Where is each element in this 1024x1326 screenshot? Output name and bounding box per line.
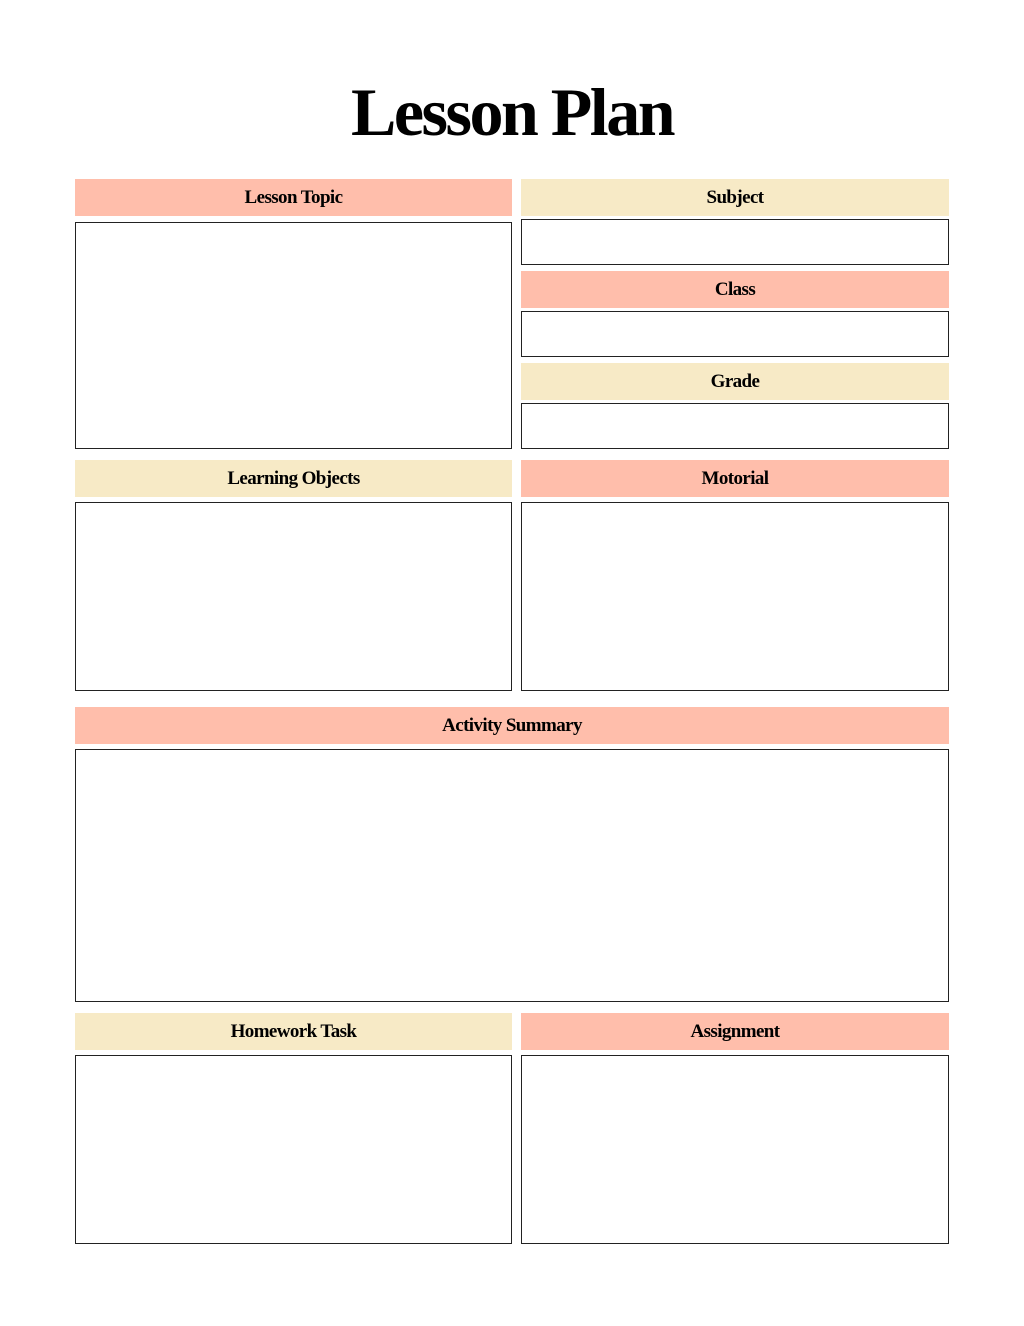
grade-field[interactable] <box>521 403 949 449</box>
motorial-field[interactable] <box>521 502 949 691</box>
homework-task-field[interactable] <box>75 1055 512 1244</box>
activity-summary-field[interactable] <box>75 749 949 1002</box>
page-title: Lesson Plan <box>350 74 674 150</box>
subject-field[interactable] <box>521 219 949 265</box>
assignment-field[interactable] <box>521 1055 949 1244</box>
homework-task-header: Homework Task <box>75 1013 512 1050</box>
activity-summary-header: Activity Summary <box>75 707 949 744</box>
lesson-topic-field[interactable] <box>75 222 512 449</box>
subject-header: Subject <box>521 179 949 216</box>
class-field[interactable] <box>521 311 949 357</box>
learning-objects-header: Learning Objects <box>75 460 512 497</box>
class-header: Class <box>521 271 949 308</box>
grade-header: Grade <box>521 363 949 400</box>
motorial-header: Motorial <box>521 460 949 497</box>
lesson-topic-header: Lesson Topic <box>75 179 512 216</box>
assignment-header: Assignment <box>521 1013 949 1050</box>
learning-objects-field[interactable] <box>75 502 512 691</box>
